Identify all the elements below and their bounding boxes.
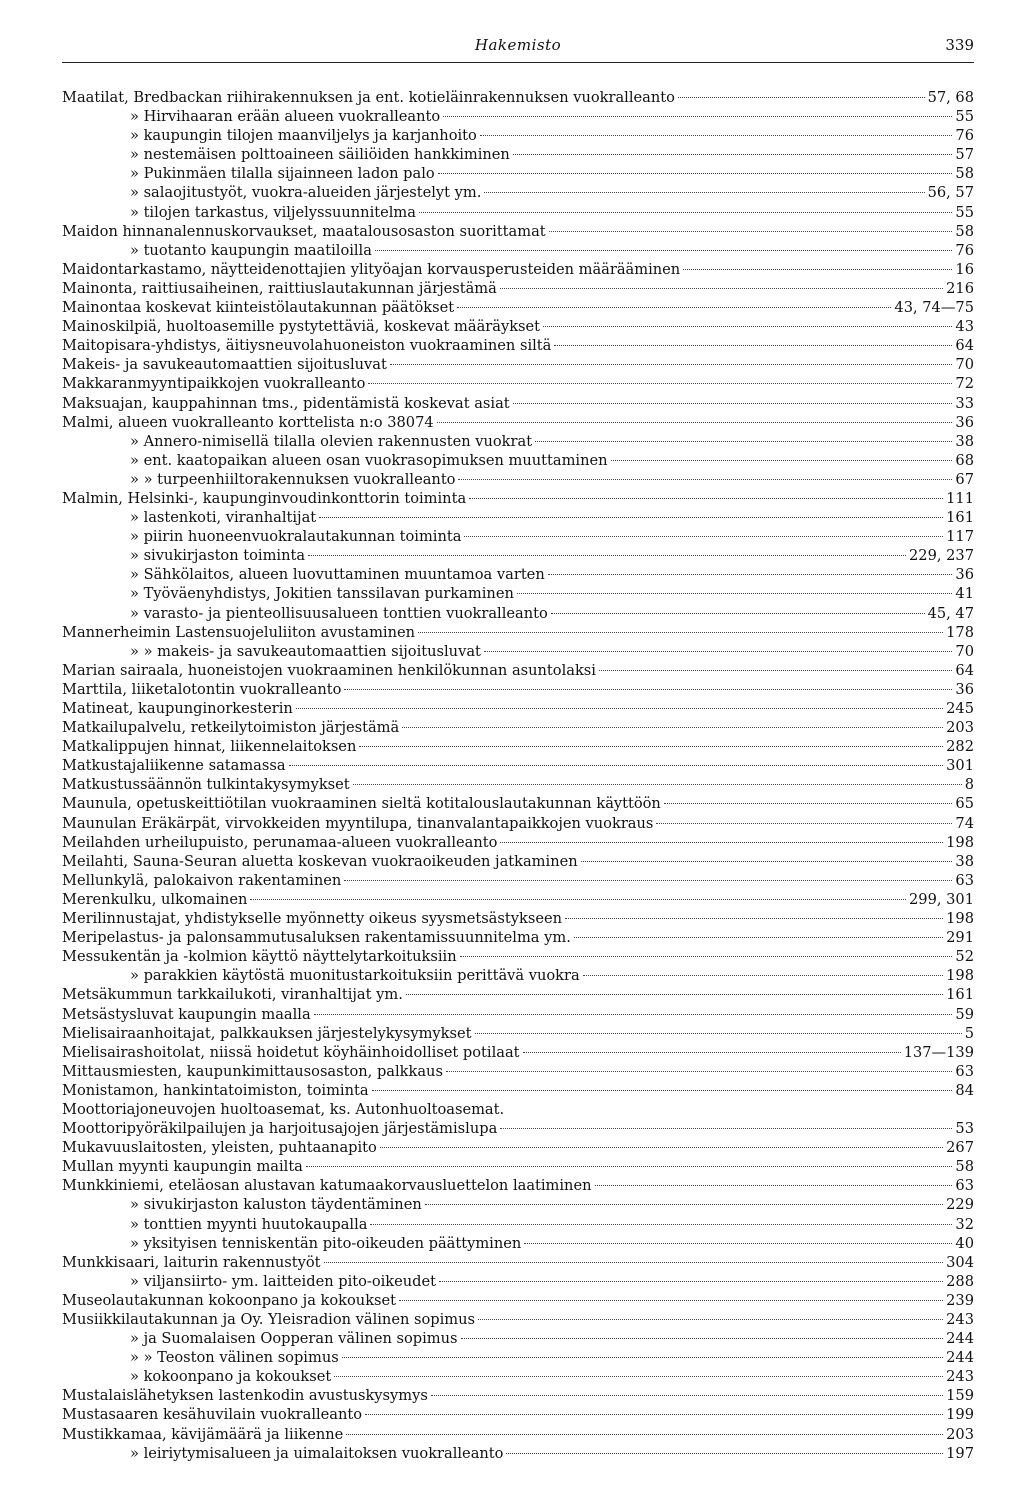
index-entry xyxy=(62,814,974,833)
entry-pages: 38 xyxy=(955,852,974,870)
index-entry xyxy=(62,241,974,260)
entry-pages: 43, 74—75 xyxy=(894,299,974,317)
dot-leader xyxy=(368,383,952,384)
entry-pages: 161 xyxy=(946,986,974,1004)
entry-text: » lastenkoti, viranhaltijat xyxy=(130,509,317,527)
entry-pages: 76 xyxy=(955,127,974,145)
entry-pages: 244 xyxy=(946,1330,974,1348)
entry-pages: 243 xyxy=(946,1311,974,1328)
index-entry xyxy=(62,699,974,718)
index-entry xyxy=(62,1005,974,1024)
entry-pages: 229 xyxy=(946,1196,974,1214)
dot-leader xyxy=(583,975,943,976)
dot-leader xyxy=(402,727,943,728)
dot-leader xyxy=(464,536,943,537)
index-entry xyxy=(62,1329,974,1348)
entry-pages: 57, 68 xyxy=(927,89,974,106)
entry-pages: 203 xyxy=(946,1425,974,1443)
entry-pages: 52 xyxy=(955,948,974,966)
entry-text: Maidontarkastamo, näytteidenottajien ylityöajan korvausperusteiden määrääminen xyxy=(62,260,681,278)
dot-leader xyxy=(513,154,953,155)
index-entry xyxy=(62,88,974,107)
entry-text: Maitopisara-yhdistys, äitiysneuvolahuoneiston vuokraaminen siltä xyxy=(62,337,552,355)
index-entry xyxy=(62,1215,974,1234)
dot-leader xyxy=(523,1052,901,1053)
dot-leader xyxy=(314,1014,953,1015)
index-entry xyxy=(62,336,974,355)
dot-leader xyxy=(365,1414,943,1415)
dot-leader xyxy=(478,1319,943,1320)
dot-leader xyxy=(480,135,953,136)
index-entry xyxy=(62,126,974,145)
entry-text: Mullan myynti kaupungin mailta xyxy=(62,1158,303,1176)
entry-text: » » turpeenhiiltorakennuksen vuokralleanto xyxy=(130,470,456,488)
entry-text: » kokoonpano ja kokoukset xyxy=(130,1368,332,1386)
dot-leader xyxy=(446,1071,952,1072)
entry-pages: 243 xyxy=(946,1368,974,1386)
entry-pages: 70 xyxy=(955,642,974,660)
entry-pages: 53 xyxy=(955,1120,974,1138)
dot-leader xyxy=(548,574,953,575)
index-entry xyxy=(62,756,974,775)
entry-text: » tuotanto kaupungin maatiloilla xyxy=(130,241,372,259)
dot-leader xyxy=(390,364,953,365)
entry-text: Merilinnustajat, yhdistykselle myönnetty oikeus syysmetsästykseen xyxy=(62,910,562,928)
dot-leader xyxy=(475,1033,962,1034)
entry-text: Mustalaislähetyksen lastenkodin avustuskysymys xyxy=(62,1387,428,1405)
entry-pages: 244 xyxy=(946,1349,974,1367)
entry-pages: 36 xyxy=(955,680,974,698)
entry-text: Meilahden urheilupuisto, perunamaa-alueen vuokralleanto xyxy=(62,833,498,851)
entry-pages: 36 xyxy=(955,566,974,584)
index-entry xyxy=(62,107,974,126)
index-entry xyxy=(62,584,974,603)
index-entry xyxy=(62,1405,974,1424)
dot-leader xyxy=(500,842,943,843)
entry-text: » tilojen tarkastus, viljelyssuunnitelma xyxy=(130,203,416,221)
entry-pages: 59 xyxy=(955,1005,974,1023)
dot-leader xyxy=(306,1166,953,1167)
entry-pages: 199 xyxy=(946,1406,974,1424)
entry-text: » » makeis- ja savukeautomaattien sijoitusluvat xyxy=(130,642,481,660)
entry-pages: 40 xyxy=(955,1234,974,1252)
entry-pages: 84 xyxy=(955,1081,974,1099)
index-entry xyxy=(62,909,974,928)
dot-leader xyxy=(500,1128,952,1129)
dot-leader xyxy=(599,670,952,671)
entry-text: Munkkisaari, laiturin rakennustyöt xyxy=(62,1253,321,1271)
entry-text: Maatilat, Bredbackan riihirakennuksen ja ent. kotieläinrakennuksen vuokralleanto xyxy=(62,89,675,106)
dot-leader xyxy=(334,1376,943,1377)
index-entry xyxy=(62,947,974,966)
entry-pages: 267 xyxy=(946,1139,974,1157)
dot-leader xyxy=(437,422,953,423)
entry-pages: 38 xyxy=(955,432,974,450)
dot-leader xyxy=(308,555,906,556)
entry-text: Mukavuuslaitosten, yleisten, puhtaanapito xyxy=(62,1139,377,1157)
index-entry xyxy=(62,489,974,508)
dot-leader xyxy=(319,517,943,518)
entry-text: » nestemäisen polttoaineen säiliöiden hankkiminen xyxy=(130,146,510,164)
entry-text: Mainonta, raittiusaiheinen, raittiuslautakunnan järjestämä xyxy=(62,279,497,297)
entry-text: Meilahti, Sauna-Seuran aluetta koskevan vuokraoikeuden jatkaminen xyxy=(62,852,578,870)
entry-text: Mielisairashoitolat, niissä hoidetut köyhäinhoidolliset potilaat xyxy=(62,1043,520,1061)
entry-text: » Pukinmäen tilalla sijainneen ladon palo xyxy=(130,165,435,183)
dot-leader xyxy=(443,116,952,117)
entry-text: Makkaranmyyntipaikkojen vuokralleanto xyxy=(62,375,366,393)
entry-pages: 197 xyxy=(946,1444,974,1462)
page-header xyxy=(62,34,974,58)
entry-pages: 65 xyxy=(955,795,974,813)
index-entry xyxy=(62,1253,974,1272)
entry-text: Musiikkilautakunnan ja Oy. Yleisradion välinen sopimus xyxy=(62,1311,476,1328)
dot-leader xyxy=(289,765,944,766)
entry-text: Moottoripyöräkilpailujen ja harjoitusajojen järjestämislupa xyxy=(62,1120,498,1138)
dot-leader xyxy=(438,173,953,174)
dot-leader xyxy=(419,212,952,213)
index-entry xyxy=(62,470,974,489)
index-entry xyxy=(62,279,974,298)
index-entry xyxy=(62,1195,974,1214)
index-entry xyxy=(62,794,974,813)
dot-leader xyxy=(549,231,953,232)
dot-leader xyxy=(535,441,952,442)
entry-pages: 198 xyxy=(946,967,974,985)
index-entry xyxy=(62,1425,974,1444)
entry-pages: 76 xyxy=(955,241,974,259)
entry-pages: 198 xyxy=(946,910,974,928)
entry-text: Matkalippujen hinnat, liikennelaitoksen xyxy=(62,738,357,756)
entry-text: Messukentän ja -kolmion käyttö näyttelytarkoituksiin xyxy=(62,948,457,966)
dot-leader xyxy=(513,403,953,404)
index-entry xyxy=(62,432,974,451)
index-entry xyxy=(62,317,974,336)
entry-pages: 137—139 xyxy=(903,1043,974,1061)
dot-leader xyxy=(342,1357,943,1358)
dot-leader xyxy=(574,937,943,938)
entry-pages: 159 xyxy=(946,1387,974,1405)
index-entry xyxy=(62,565,974,584)
dot-leader xyxy=(517,593,953,594)
entry-pages: 301 xyxy=(946,757,974,775)
entry-text: Mustikkamaa, kävijämäärä ja liikenne xyxy=(62,1425,344,1443)
dot-leader xyxy=(484,192,924,193)
dot-leader xyxy=(458,479,952,480)
entry-text: » parakkien käytöstä muonitustarkoituksiin perittävä vuokra xyxy=(130,967,580,985)
index-entry xyxy=(62,298,974,317)
entry-pages: 203 xyxy=(946,719,974,737)
entry-pages: 67 xyxy=(955,470,974,488)
entry-text: Matineat, kaupunginorkesterin xyxy=(62,700,293,717)
entry-text: Mellunkylä, palokaivon rakentaminen xyxy=(62,871,342,889)
entry-pages: 68 xyxy=(955,451,974,469)
entry-text: Malmi, alueen vuokralleanto korttelista n:o 38074 xyxy=(62,413,434,431)
dot-leader xyxy=(506,1453,943,1454)
entry-pages: 43 xyxy=(955,318,974,336)
entry-text: Marttila, liiketalotontin vuokralleanto xyxy=(62,680,342,698)
dot-leader xyxy=(611,460,953,461)
entry-pages: 282 xyxy=(946,738,974,756)
running-title: Hakemisto xyxy=(474,36,562,54)
index-entry xyxy=(62,1119,974,1138)
entry-pages: 16 xyxy=(955,260,974,278)
index-entry xyxy=(62,145,974,164)
entry-pages: 74 xyxy=(955,814,974,832)
dot-leader xyxy=(399,1300,943,1301)
index-entry xyxy=(62,833,974,852)
dot-leader xyxy=(439,1281,943,1282)
entry-pages: 58 xyxy=(955,165,974,183)
dot-leader xyxy=(372,1090,953,1091)
entry-text: Matkustussäännön tulkintakysymykset xyxy=(62,776,350,794)
entry-pages: 70 xyxy=(955,356,974,374)
entry-pages: 299, 301 xyxy=(909,890,974,908)
entry-text: » » Teoston välinen sopimus xyxy=(130,1349,339,1367)
entry-text: Mielisairaanhoitajat, palkkauksen järjestelykysymykset xyxy=(62,1024,472,1042)
dot-leader xyxy=(524,1243,952,1244)
index-entry xyxy=(62,1272,974,1291)
page-number: 339 xyxy=(945,36,974,54)
index-entry xyxy=(62,928,974,947)
dot-leader xyxy=(370,1224,952,1225)
index-entry xyxy=(62,604,974,623)
entry-text: » leiriytymisalueen ja uimalaitoksen vuokralleanto xyxy=(130,1444,504,1462)
entry-pages: 57 xyxy=(955,146,974,164)
entry-pages: 245 xyxy=(946,700,974,717)
index-entry xyxy=(62,164,974,183)
entry-pages: 64 xyxy=(955,337,974,355)
index-entry xyxy=(62,260,974,279)
entry-pages: 178 xyxy=(946,623,974,641)
entry-text: » yksityisen tenniskentän pito-oikeuden päättyminen xyxy=(130,1234,522,1252)
entry-text: Monistamon, hankintatoimiston, toiminta xyxy=(62,1081,369,1099)
entry-text: » salaojitustyöt, vuokra-alueiden järjestelyt ym. xyxy=(130,184,482,202)
index-entry xyxy=(62,1367,974,1386)
entry-text: Maksuajan, kauppahinnan tms., pidentämistä koskevat asiat xyxy=(62,394,510,412)
entry-pages: 36 xyxy=(955,413,974,431)
dot-leader xyxy=(296,708,943,709)
entry-text: Metsästysluvat kaupungin maalla xyxy=(62,1005,311,1023)
index-entry xyxy=(62,1043,974,1062)
entry-pages: 291 xyxy=(946,929,974,947)
dot-leader xyxy=(250,899,906,900)
entry-pages: 117 xyxy=(946,528,974,546)
entry-text: » ja Suomalaisen Oopperan välinen sopimus xyxy=(130,1330,458,1348)
entry-text: Mittausmiesten, kaupunkimittausosaston, palkkaus xyxy=(62,1062,443,1080)
entry-text: » viljansiirto- ym. laitteiden pito-oikeudet xyxy=(130,1272,437,1290)
dot-leader xyxy=(346,1434,943,1435)
entry-pages: 63 xyxy=(955,1062,974,1080)
index-entry xyxy=(62,374,974,393)
index-entry xyxy=(62,413,974,432)
entry-pages: 198 xyxy=(946,833,974,851)
index-entry xyxy=(62,546,974,565)
index-entry xyxy=(62,1081,974,1100)
header-rule xyxy=(62,62,974,63)
index-entry xyxy=(62,1062,974,1081)
entry-pages: 216 xyxy=(946,279,974,297)
entry-text: » kaupungin tilojen maanviljelys ja karjanhoito xyxy=(130,127,477,145)
dot-leader xyxy=(359,746,943,747)
entry-text: Mainontaa koskevat kiinteistölautakunnan päätökset xyxy=(62,299,455,317)
index-entry xyxy=(62,527,974,546)
index-entry xyxy=(62,222,974,241)
entry-text: Matkustajaliikenne satamassa xyxy=(62,757,286,775)
index-entry xyxy=(62,985,974,1004)
dot-leader xyxy=(431,1395,943,1396)
dot-leader xyxy=(543,326,952,327)
dot-leader xyxy=(380,1147,943,1148)
entry-pages: 111 xyxy=(946,489,974,507)
entry-text: Maunulan Eräkärpät, virvokkeiden myyntilupa, tinanvalantapaikkojen vuokraus xyxy=(62,814,654,832)
entry-text: Moottoriajoneuvojen huoltoasemat, ks. Autonhuoltoasemat. xyxy=(62,1100,505,1118)
entry-text: Maunula, opetuskeittiötilan vuokraaminen sieltä kotitalouslautakunnan käyttöön xyxy=(62,795,661,813)
index-entry xyxy=(62,451,974,470)
entry-pages: 229, 237 xyxy=(909,547,974,565)
entry-pages: 63 xyxy=(955,871,974,889)
entry-text: Malmin, Helsinki-, kaupunginvoudinkonttorin toiminta xyxy=(62,489,467,507)
entry-text: » piirin huoneenvuokralautakunnan toiminta xyxy=(130,528,462,546)
entry-text: Matkailupalvelu, retkeilytoimiston järjestämä xyxy=(62,719,400,737)
entry-pages: 239 xyxy=(946,1291,974,1309)
entry-text: Munkkiniemi, eteläosan alustavan katumaakorvausluettelon laatiminen xyxy=(62,1177,592,1195)
index-entry xyxy=(62,642,974,661)
entry-text: Marian sairaala, huoneistojen vuokraaminen henkilökunnan asuntolaksi xyxy=(62,661,596,679)
index-entry xyxy=(62,852,974,871)
index-entry xyxy=(62,1100,974,1119)
dot-leader xyxy=(678,97,925,98)
index-entry xyxy=(62,890,974,909)
entry-text: Makeis- ja savukeautomaattien sijoitusluvat xyxy=(62,356,387,374)
dot-leader xyxy=(353,784,962,785)
entry-text: » sivukirjaston toiminta xyxy=(130,547,306,565)
dot-leader xyxy=(461,1338,944,1339)
index-entry xyxy=(62,661,974,680)
dot-leader xyxy=(683,269,952,270)
index-entry xyxy=(62,508,974,527)
entry-pages: 72 xyxy=(955,375,974,393)
index-entry xyxy=(62,1386,974,1405)
dot-leader xyxy=(664,803,953,804)
entry-text: » Sähkölaitos, alueen luovuttaminen muuntamoa varten xyxy=(130,566,545,584)
entry-pages: 56, 57 xyxy=(927,184,974,202)
index-entry xyxy=(62,1157,974,1176)
index-entry xyxy=(62,737,974,756)
index-entry xyxy=(62,394,974,413)
entry-text: » tonttien myynti huutokaupalla xyxy=(130,1215,368,1233)
index-entry xyxy=(62,1138,974,1157)
entry-pages: 58 xyxy=(955,1158,974,1176)
entry-text: Mustasaaren kesähuvilain vuokralleanto xyxy=(62,1406,363,1424)
dot-leader xyxy=(406,994,943,995)
entry-pages: 58 xyxy=(955,222,974,240)
entry-text: » Hirvihaaran erään alueen vuokralleanto xyxy=(130,108,441,126)
index-entry xyxy=(62,1444,974,1463)
dot-leader xyxy=(554,345,952,346)
index-entry xyxy=(62,1176,974,1195)
dot-leader xyxy=(460,956,953,957)
entry-pages: 55 xyxy=(955,203,974,221)
entry-text: Meripelastus- ja palonsammutusaluksen rakentamissuunnitelma ym. xyxy=(62,929,571,947)
entry-pages: 33 xyxy=(955,394,974,412)
index-entry xyxy=(62,871,974,890)
entry-text: Museolautakunnan kokoonpano ja kokoukset xyxy=(62,1291,397,1309)
dot-leader xyxy=(425,1204,943,1205)
index-entry xyxy=(62,1024,974,1043)
index-entry xyxy=(62,355,974,374)
entry-pages: 161 xyxy=(946,509,974,527)
dot-leader xyxy=(484,651,953,652)
index-entry xyxy=(62,1234,974,1253)
dot-leader xyxy=(457,307,891,308)
index-entry xyxy=(62,183,974,202)
index-entry xyxy=(62,1348,974,1367)
entry-pages: 8 xyxy=(964,776,974,794)
index-entry xyxy=(62,966,974,985)
entry-text: Metsäkummun tarkkailukoti, viranhaltijat ym. xyxy=(62,986,403,1004)
index-entries xyxy=(62,88,974,1463)
dot-leader xyxy=(656,823,952,824)
entry-text: Merenkulku, ulkomainen xyxy=(62,890,248,908)
entry-text: » ent. kaatopaikan alueen osan vuokrasopimuksen muuttaminen xyxy=(130,451,608,469)
entry-pages: 41 xyxy=(955,585,974,603)
entry-text: » Annero-nimisellä tilalla olevien rakennusten vuokrat xyxy=(130,432,533,450)
entry-text: Maidon hinnanalennuskorvaukset, maatalousosaston suorittamat xyxy=(62,222,546,240)
entry-text: » sivukirjaston kaluston täydentäminen xyxy=(130,1196,422,1214)
dot-leader xyxy=(469,498,943,499)
index-entry xyxy=(62,203,974,222)
dot-leader xyxy=(595,1185,953,1186)
entry-text: Mannerheimin Lastensuojeluliiton avustaminen xyxy=(62,623,416,641)
entry-pages: 55 xyxy=(955,108,974,126)
dot-leader xyxy=(581,861,953,862)
entry-pages: 32 xyxy=(955,1215,974,1233)
dot-leader xyxy=(344,689,952,690)
entry-pages: 45, 47 xyxy=(927,604,974,622)
entry-text: Mainoskilpiä, huoltoasemille pystytettäviä, koskevat määräykset xyxy=(62,318,541,336)
index-entry xyxy=(62,1310,974,1329)
entry-text: » Työväenyhdistys, Jokitien tanssilavan purkaminen xyxy=(130,585,514,603)
index-entry xyxy=(62,680,974,699)
index-entry xyxy=(62,1291,974,1310)
dot-leader xyxy=(565,918,943,919)
index-entry xyxy=(62,718,974,737)
dot-leader xyxy=(344,880,952,881)
entry-pages: 5 xyxy=(964,1024,974,1042)
entry-text: » varasto- ja pienteollisuusalueen tonttien vuokralleanto xyxy=(130,604,548,622)
index-entry xyxy=(62,623,974,642)
entry-pages: 64 xyxy=(955,661,974,679)
entry-pages: 288 xyxy=(946,1272,974,1290)
index-entry xyxy=(62,775,974,794)
dot-leader xyxy=(551,613,925,614)
dot-leader xyxy=(324,1262,944,1263)
entry-pages: 304 xyxy=(946,1253,974,1271)
dot-leader xyxy=(375,250,952,251)
dot-leader xyxy=(500,288,943,289)
dot-leader xyxy=(418,632,943,633)
entry-pages: 63 xyxy=(955,1177,974,1195)
